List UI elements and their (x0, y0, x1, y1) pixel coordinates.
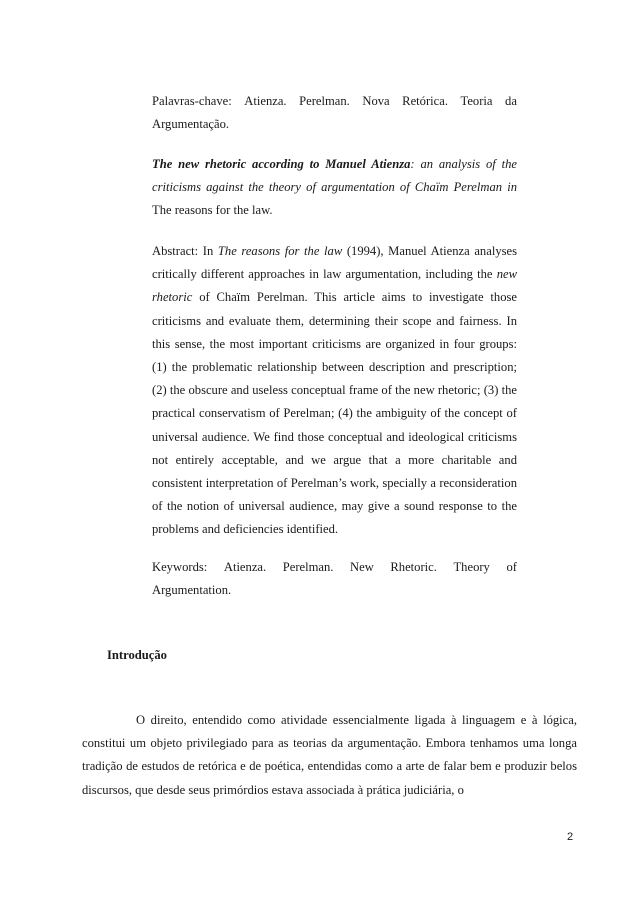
keywords-english (152, 556, 517, 602)
keyword-en: of (506, 560, 517, 574)
keywords-en-label: Keywords: (152, 560, 208, 574)
abstract-text-2: of Chaïm Perelman. This article aims to investigate those criticisms and evaluate them, determining their scope and fairness. In this sense, the most important criticisms are organized in four groups: (1) the problematic relationship between description and prescription; (2) the obscure and useless conceptual frame of the new rhetoric; (3) the practical conservatism of Perelman; (4) the ambiguity of the concept of universal audience. We find those conceptual and ideological criticisms not entirely acceptable, and we argue that a more charitable and consistent interpretation of Perelman’s work, specially a reconsideration of the notion of universal audience, may give a sound response to the problems and deficiencies identified. (152, 290, 517, 537)
keyword-pt: Perelman. (299, 94, 350, 108)
keywords-en-line (152, 556, 517, 579)
keyword-en: Atienza. (223, 560, 267, 574)
body-paragraph: O direito, entendido como atividade essencialmente ligada à linguagem e à lógica, constitui um objeto privilegiado para as teorias da argumentação. Embora tenhamos uma longa tradição de estudos de retórica e de poética, entendidas como a arte de falar bem e produzir belos discursos, que desde seus primórdios estava associada à prática judiciária, o (82, 713, 577, 797)
keyword-pt: da (505, 94, 517, 108)
keyword-pt: Nova (362, 94, 390, 108)
keywords-pt-line2: Argumentação. (152, 117, 230, 132)
abstract-new-rhetoric: new rhetoric (152, 267, 517, 305)
page-number: 2 (567, 831, 574, 843)
keyword-pt: Retórica. (402, 94, 448, 108)
english-title (152, 153, 517, 223)
abstract (152, 240, 517, 542)
keywords-pt-label: Palavras-chave: (152, 94, 232, 108)
abstract-book-title: The reasons for the law (217, 244, 343, 258)
section-heading: Introdução (107, 648, 167, 662)
keyword-pt: Teoria (460, 94, 493, 108)
english-title-bold: The new rhetoric according to Manuel Atienza (152, 157, 411, 171)
abstract-text-1: (1994), Manuel Atienza analyses critically different approaches in law argumentation, including the (152, 244, 518, 282)
english-title-italic: : an analysis of the criticisms against the theory of argumentation of Chaïm Perelman in (152, 157, 517, 195)
body-text (82, 709, 577, 802)
english-title-plain: The reasons for the law. (152, 203, 273, 218)
keyword-pt: Atienza. (244, 94, 287, 108)
keywords-en-line2: Argumentation. (152, 583, 232, 598)
keyword-en: New (350, 560, 374, 574)
keyword-en: Theory (453, 560, 490, 574)
keyword-en: Rhetoric. (390, 560, 437, 574)
keywords-portuguese (152, 90, 517, 136)
keywords-pt-line (152, 90, 517, 113)
abstract-label: Abstract: In (152, 244, 218, 258)
keyword-en: Perelman. (282, 560, 334, 574)
